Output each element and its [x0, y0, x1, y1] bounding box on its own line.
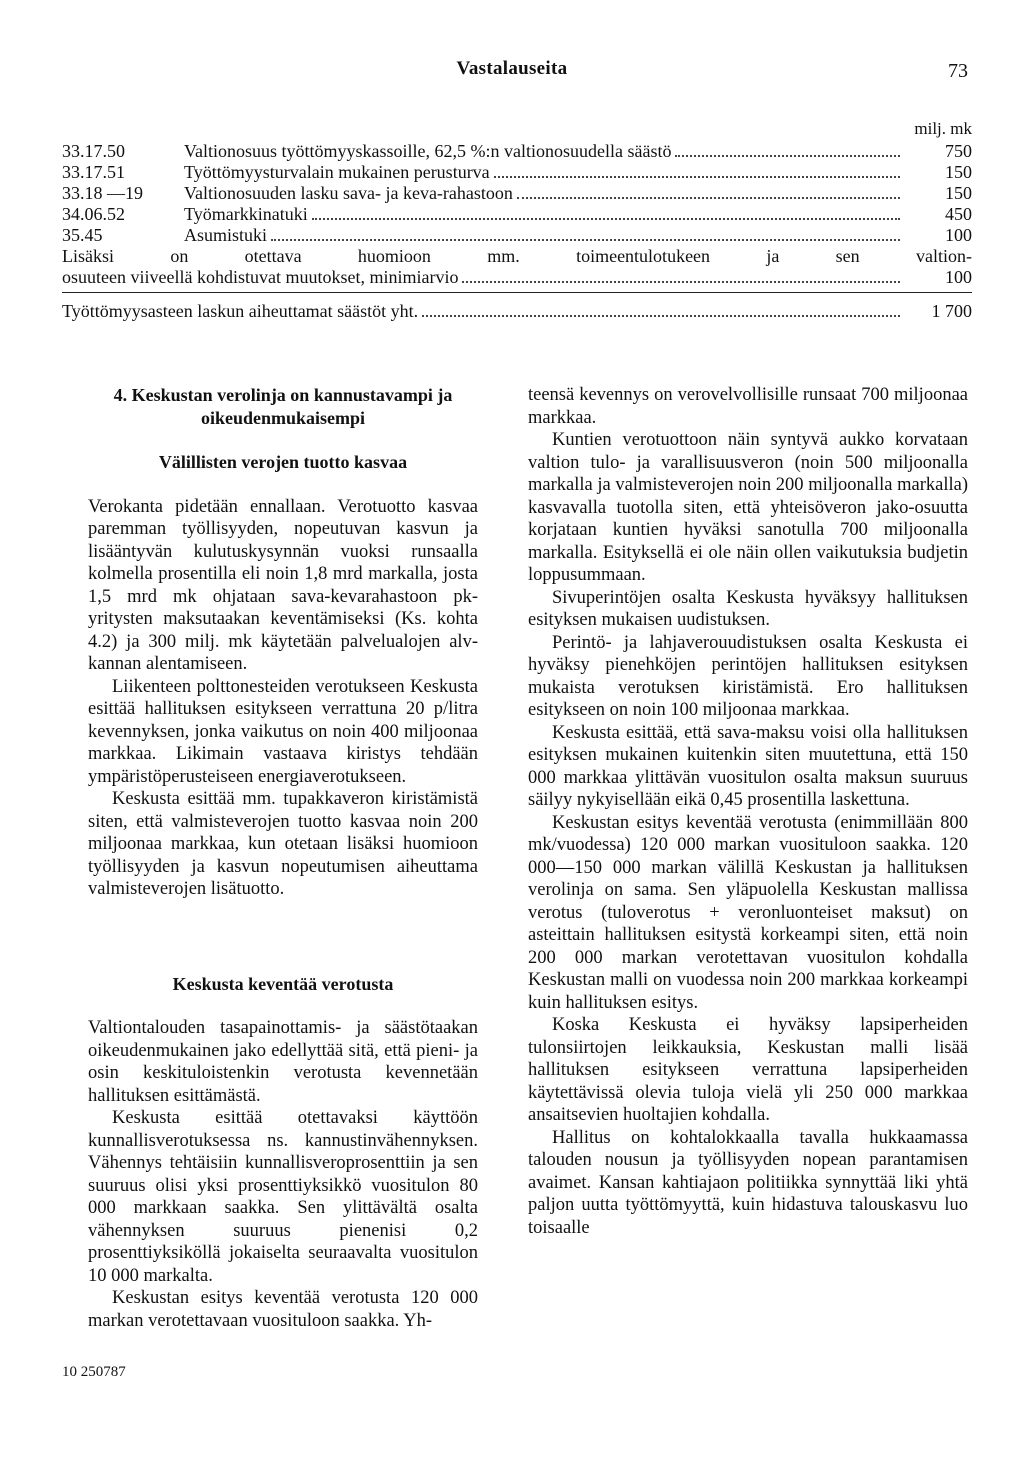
budget-item-value: 150 — [945, 162, 972, 182]
table-row — [62, 141, 972, 162]
budget-item-desc: Työmarkkinatuki — [184, 204, 308, 224]
page-number: 73 — [948, 60, 968, 82]
subheading-indirect-taxes: Välillisten verojen tuotto kasvaa — [158, 452, 408, 472]
table-row — [62, 225, 972, 246]
table-row — [62, 204, 972, 225]
section-heading: 4. Keskustan verolinja on kannustavampi ja oikeudenmukaisempi — [113, 385, 453, 428]
budget-item-value: 750 — [945, 141, 972, 161]
table-row-total — [62, 301, 972, 322]
table-row — [62, 183, 972, 204]
budget-item-code: 33.17.51 — [62, 162, 125, 182]
budget-item-code: 33.17.50 — [62, 141, 125, 161]
leader-dots — [271, 239, 900, 241]
total-label: Työttömyysasteen laskun aiheuttamat säästöt yht. — [62, 301, 419, 321]
leader-dots — [312, 218, 900, 220]
leader-dots — [517, 197, 900, 199]
note-word: huomioon — [357, 246, 431, 266]
budget-item-desc: Valtionosuus työttömyyskassoille, 62,5 %:n valtionosuudella säästö — [184, 141, 672, 161]
paragraph: Keskustan esitys keventää verotusta 120 000 markan verotettavaan vuosituloon saakka. Yh- — [88, 1288, 478, 1331]
left-paragraphs-1 — [88, 496, 478, 901]
right-paragraphs — [528, 384, 968, 1239]
note-word: Lisäksi — [62, 246, 114, 266]
budget-item-desc: Valtionosuuden lasku sava- ja keva-rahastoon — [184, 183, 513, 203]
leader-dots — [462, 281, 900, 283]
budget-item-value: 100 — [945, 225, 972, 245]
leader-dots — [494, 176, 900, 178]
paragraph: Verokanta pidetään ennallaan. Verotuotto kasvaa paremman työllisyyden, nopeutuvan kasvun ja lisääntyvän kulutuskysynnän vuoksi runsaalla kolmella prosentilla eli noin 1,8 mrd markalla, josta 1,5 mrd mk ohjataan sava-kevarahastoon pk-yritysten maksutaakan keventämiseksi (Ks. kohta 4.2) ja 300 milj. mk käytetään palvelualojen alv-kannan alentamiseen. — [88, 496, 478, 674]
note-word: on — [170, 246, 189, 266]
subheading-tax-relief: Keskusta keventää verotusta — [172, 973, 394, 994]
note-word: mm. — [487, 246, 520, 266]
savings-table — [62, 118, 972, 322]
budget-item-desc: Asumistuki — [184, 225, 268, 245]
table-rows — [62, 141, 972, 246]
table-row-additional — [62, 267, 972, 288]
paragraph: Keskusta esittää, että sava-maksu voisi olla hallituksen esityksen mukainen kuitenkin siten muutettuna, että 150 000 markkaa ylittävän vuositulon osalta maksun suuruus säilyy nykyisellään eikä 0,45 prosentilla laskettuna. — [528, 722, 968, 810]
total-value: 1 700 — [931, 301, 972, 321]
leader-dots — [675, 155, 900, 157]
paragraph: Perintö- ja lahjaverouudistuksen osalta Keskusta ei hyväksy pienehköjen perintöjen hallituksen esityksen mukaista verotuksen kiristämistä. Ero hallituksen esitykseen on noin 100 miljoonaa markkaa. — [528, 632, 968, 720]
additional-note-desc: osuuteen viiveellä kohdistuvat muutokset, minimiarvio — [62, 267, 459, 287]
additional-note-value: 100 — [945, 267, 972, 287]
additional-note-line — [62, 246, 972, 267]
leader-dots — [422, 315, 900, 317]
note-word: ja — [766, 246, 780, 266]
note-word: otettava — [244, 246, 302, 266]
left-column — [88, 384, 478, 1332]
paragraph: Kuntien verotuottoon näin syntyvä aukko korvataan valtion tulo- ja varallisuusveron (noin 500 miljoonalla markalla ja valmisteverojen noin 200 miljoonalla markalla) kasvavalla tuotolla siten, että yhteisöveron jako-osuutta korjataan kuntien hyväksi sanotulla 700 miljoonalla markalla. Esityksellä ei ole näin ollen vaikutuksia budjetin loppusummaan. — [528, 430, 968, 585]
note-word: toimeentulotukeen — [576, 246, 711, 266]
paragraph: Hallitus on kohtalokkaalla tavalla hukkaamassa talouden nousun ja työllisyyden nopean parantamisen avaimet. Kansan kahtiajaon politiikka synnyttää liki yhtä paljon uutta työttömyyttä, kuin hidastuva talouskasvu luo toisaalle — [528, 1127, 968, 1238]
budget-item-code: 33.18 —19 — [62, 183, 143, 203]
paragraph: teensä kevennys on verovelvollisille runsaat 700 miljoonaa markkaa. — [528, 385, 968, 428]
paragraph: Keskusta esittää mm. tupakkaveron kiristämistä siten, että valmisteverojen tuotto kasvaa noin 200 miljoonaa markkaa, kun otetaan lisäksi huomioon työllisyyden ja kasvun nopeutumisen aiheuttama valmisteverojen lisätuotto. — [88, 789, 478, 899]
budget-item-code: 35.45 — [62, 225, 103, 245]
paragraph: Keskustan esitys keventää verotusta (enimmillään 800 mk/vuodessa) 120 000 markan vuosituloon saakka. 120 000—150 000 markan välillä Keskustan ja hallituksen verolinja on sama. Sen yläpuolella Keskustan mallissa verotus (tuloverotus + veronluonteiset maksut) on asteittain hallituksen esitystä korkeampi siten, että noin 200 000 markan verotettavan vuositulon kohdalla Keskustan malli on vuodessa noin 200 markkaa korkeampi kuin hallituksen esitys. — [528, 812, 968, 1013]
budget-item-desc: Työttömyysturvalain mukainen perusturva — [184, 162, 490, 182]
paragraph: Liikenteen polttonesteiden verotukseen Keskusta esittää hallituksen esitykseen verrattuna 20 p/litra kevennyksen, jonka vaikutus on noin 400 miljoonaa markkaa. Likimain vastaava kiristys tehdään ympäristöperusteiseen energiaverotukseen. — [88, 676, 478, 787]
paragraph: Sivuperintöjen osalta Keskusta hyväksyy hallituksen esityksen mukaisen uudistuksen. — [528, 587, 968, 630]
paragraph: Keskusta esittää otettavaksi käyttöön kunnallisverotuksessa ns. kannustinvähennyksen. Vähennys tehtäisiin kunnallisveroprosenttiin ja sen suuruus olisi yksi prosenttiyksikkö vuositulon 80 000 markkaan saakka. Sen ylittävältä osalta vähennyksen suuruus pienenisi 0,2 prosenttiyksiköllä jokaiselta seuraavalta vuositulon 10 000 markalta. — [88, 1108, 478, 1286]
paragraph: Koska Keskusta ei hyväksy lapsiperheiden tulonsiirtojen leikkauksia, Keskustan malli lisää hallituksen esitykseen verrattuna lapsiperheiden käytettävissä olevia tuloja vielä yli 250 000 markkaa ansaitsevien huoltajien kohdalla. — [528, 1015, 968, 1125]
budget-item-value: 450 — [945, 204, 972, 224]
note-word: valtion- — [915, 246, 972, 266]
paragraph: Valtiontalouden tasapainottamis- ja säästötaakan oikeudenmukainen jako edellyttää sitä, että pieni- ja osin keskituloistenkin verotusta kevennetään hallituksen esittämästä. — [88, 1018, 478, 1106]
budget-item-code: 34.06.52 — [62, 204, 125, 224]
running-header-title: Vastalauseita — [456, 58, 568, 79]
note-word: sen — [835, 246, 860, 266]
table-row — [62, 162, 972, 183]
left-paragraphs-2 — [88, 1017, 478, 1332]
budget-item-value: 150 — [945, 183, 972, 203]
print-code: 10 250787 — [62, 1364, 126, 1380]
unit-label: milj. mk — [914, 119, 972, 138]
sum-rule — [62, 292, 972, 293]
right-column — [528, 384, 968, 1239]
